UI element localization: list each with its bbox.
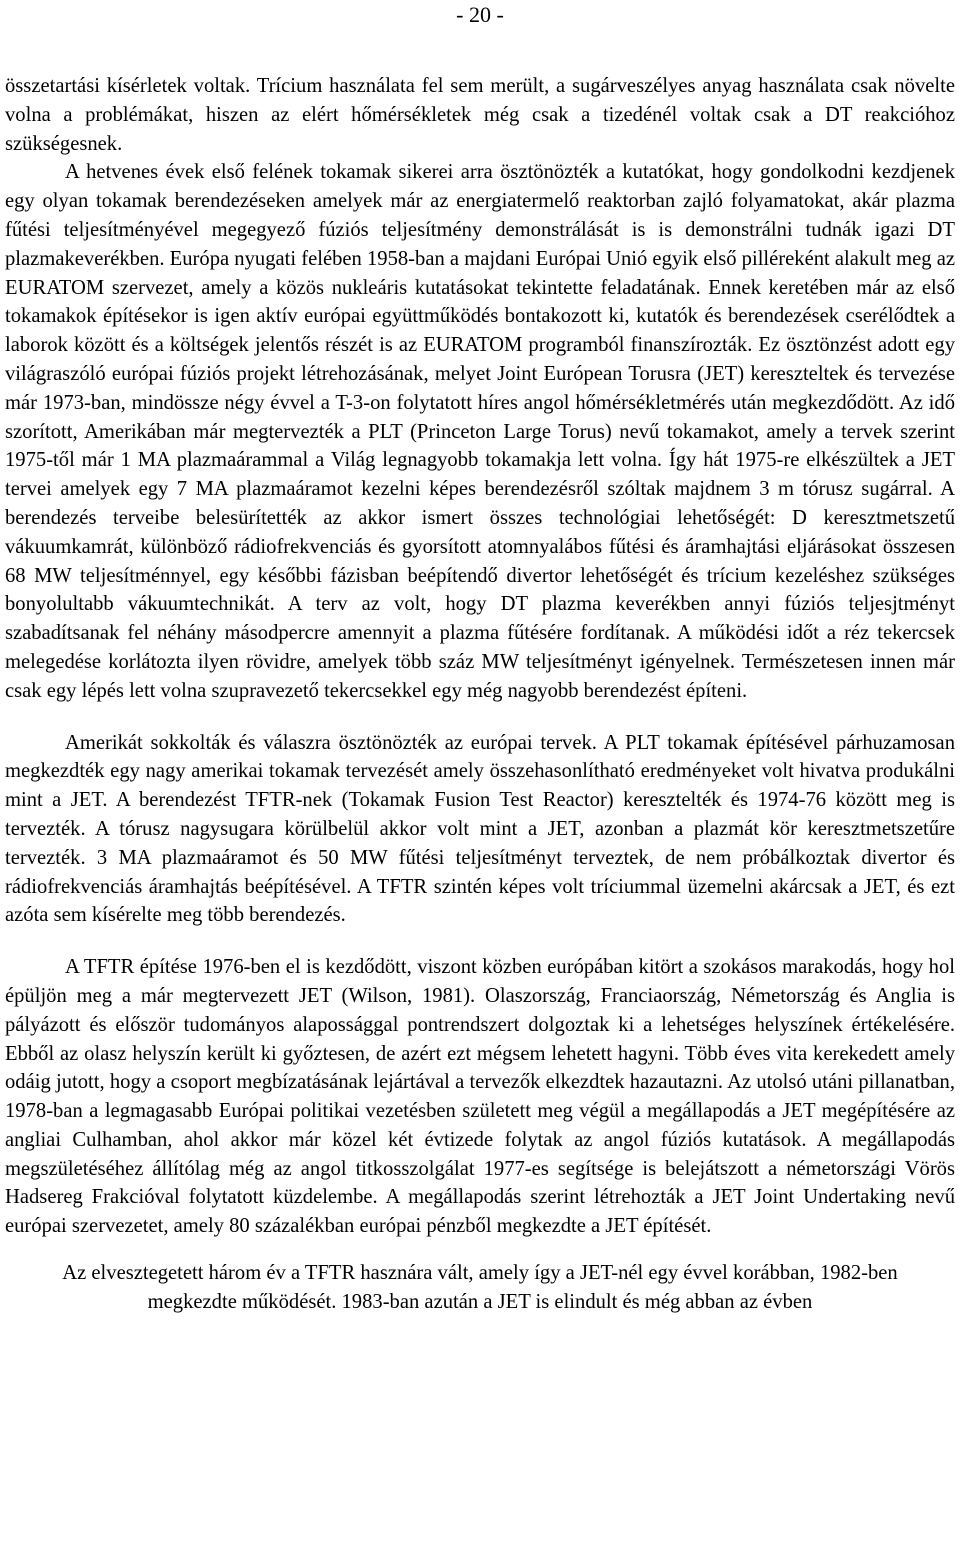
paragraph-5: Az elvesztegetett három év a TFTR hasznára vált, amely így a JET-nél egy évvel korábban, 1982-ben megkezdte működését. 1983-ban azután a JET is elindult és még abban az évben: [62, 1262, 898, 1313]
page-number: - 20 -: [456, 2, 504, 27]
document-body: [5, 72, 955, 1317]
paragraph-3: Amerikát sokkolták és válaszra ösztönözték az európai tervek. A PLT tokamak építésével párhuzamosan megkezdték egy nagy amerikai tokamak tervezését amely összehasonlítható eredményeket volt hivatva produkálni mint a JET. A berendezést TFTR-nek (Tokamak Fusion Test Reactor) keresztelték és 1974-76 között meg is tervezték. A tórusz nagysugara körülbelül akkor volt mint a JET, azonban a plazmát kör keresztmetszetűre tervezték. 3 MA plazmaáramot és 50 MW fűtési teljesítményt terveztek, de nem próbálkoztak divertor és rádiofrekvenciás áramhajtás beépítésével. A TFTR szintén képes volt tríciummal üzemelni akárcsak a JET, és ezt azóta sem kísérelte meg több berendezés.: [5, 731, 955, 927]
paragraph-2: A hetvenes évek első felének tokamak sikerei arra ösztönözték a kutatókat, hogy gondolkodni kezdjenek egy olyan tokamak berendezéseken amelyek már az energiatermelő reaktorban zajló folyamatokat, akár plazma fűtési teljesítményével megegyező fúziós teljesítmény demonstrálását is is demonstrálni tudnák igazi DT plazmakeverékben. Európa nyugati felében 1958-ban a majdani Európai Unió egyik első pilléreként alakult meg az EURATOM szervezet, amely a közös nukleáris kutatásokat tekintette feladatának. Ennek keretében már az első tokamakok építésekor is igen aktív európai együttműködés bontakozott ki, kutatók és berendezések cserélődtek a laborok között és a költségek jelentős részét is az EURATOM programból finanszírozták. Ez ösztönzést adott egy világraszóló európai fúziós projekt létrehozásának, melyet Joint Európean Torusra (JET) kereszteltek és tervezése már 1973-ban, mindössze négy évvel a T-3-on folytatott híres angol hőmérsékletmérés után megkezdődött. Az idő szorított, Amerikában már megtervezték a PLT (Princeton Large Torus) nevű tokamakot, amely a tervek szerint 1975-től már 1 MA plazmaárammal a Világ legnagyobb tokamakja lett volna. Így hát 1975-re elkészültek a JET tervei amelyek egy 7 MA plazmaáramot kezelni képes berendezésről szóltak majdnem 3 m tórusz sugárral. A berendezés terveibe belesürítették az akkor ismert összes technológiai lehetőségét: D keresztmetszetű vákuumkamrát, különböző rádiofrekvenciás és gyorsított atomnyalábos fűtési és áramhajtási eljárásokat összesen 68 MW teljesítménnyel, egy későbbi fázisban beépítendő divertor lehetőségét és trícium kezeléshez szükséges bonyolultabb vákuumtechnikát. A terv az volt, hogy DT plazma keverékben annyi fúziós teljesjtményt szabadítsanak fel néhány másodpercre amennyit a plazma fűtésére fordítanak. A működési időt a réz tekercsek melegedése korlátozta ilyen rövidre, amelyek több száz MW teljesítményt igényelnek. Természetesen innen már csak egy lépés lett volna szupravezető tekercsekkel egy még nagyobb berendezést építeni.: [5, 161, 955, 702]
paragraph-4: A TFTR építése 1976-ben el is kezdődött, viszont közben európában kitört a szokásos marakodás, hogy hol épüljön meg a már megtervezett JET (Wilson, 1981). Olaszország, Franciaország, Németország és Anglia is pályázott és először tudományos alapossággal pontrendszert dolgoztak ki a lehetséges helyszínek értékelésére. Ebből az olasz helyszín került ki győztesen, de azért ezt mégsem lehetett hagyni. Több éves vita kerekedett amely odáig jutott, hogy a csoport megbízatásának lejártával a tervezők elkezdtek hazautazni. Az utolsó utáni pillanatban, 1978-ban a legmagasabb Európai politikai vezetésben született meg végül a megállapodás a JET megépítésére az angliai Culhamban, ahol akkor már közel két évtizede folytak az angol fúziós kutatások. A megállapodás megszületéséhez állítólag még az angol titkosszolgálat 1977-es segítsége is belejátszott a németországi Vörös Hadsereg Frakcióval folytatott küzdelembe. A megállapodás szerint létrehozták a JET Joint Undertaking nevű európai szervezetet, amely 80 százalékban európai pénzből megkezdte a JET építését.: [5, 956, 955, 1238]
paragraph-1: összetartási kísérletek voltak. Trícium használata fel sem merült, a sugárveszélyes anyag használata csak növelte volna a problémákat, hiszen az elért hőmérsékletek még csak a tizedénél voltak csak a DT reakcióhoz szükségesnek.: [5, 75, 955, 155]
